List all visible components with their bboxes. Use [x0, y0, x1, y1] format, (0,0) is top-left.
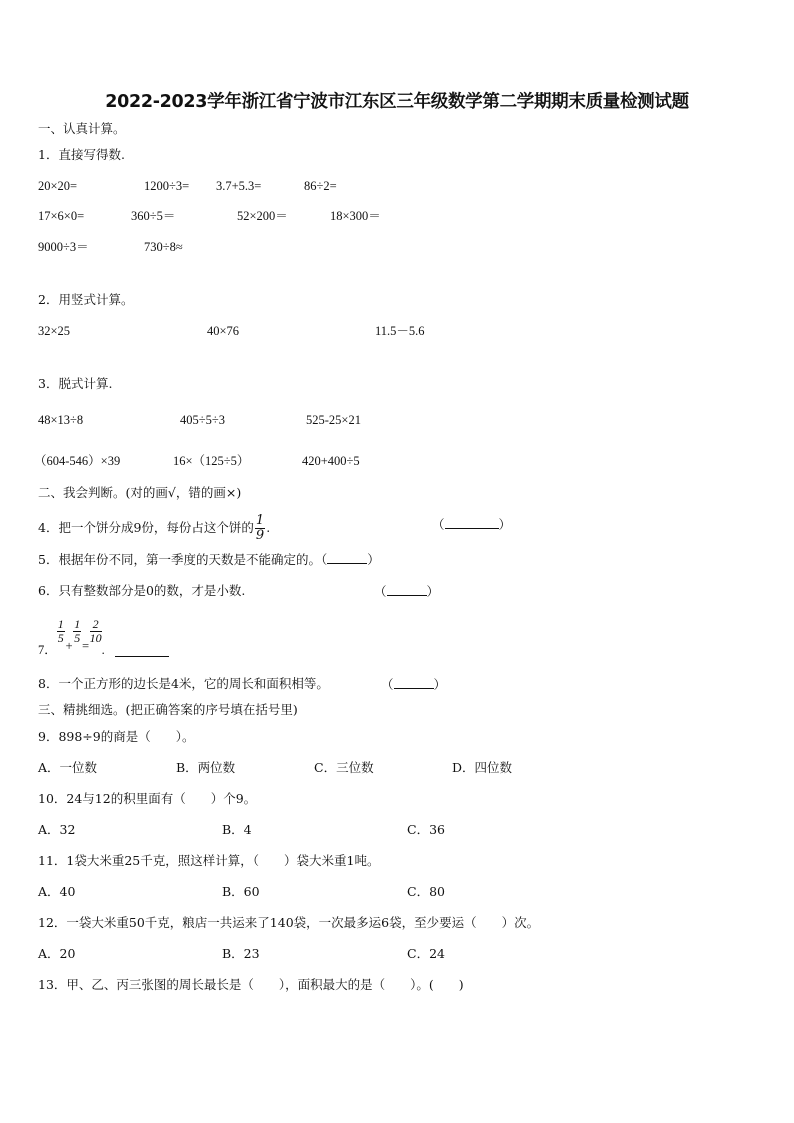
- fraction-denominator: 5: [74, 631, 81, 645]
- q2-item: 11.5－5.6: [375, 324, 425, 338]
- question-11: 11．1袋大米重25千克，照这样计算，（ ）袋大米重1吨。: [38, 853, 380, 868]
- q9-option-a[interactable]: A．一位数: [38, 760, 98, 775]
- question-9: 9．898÷9的商是（ ）。: [38, 729, 195, 744]
- paren-right: ）: [433, 677, 447, 692]
- answer-blank[interactable]: [327, 551, 367, 564]
- q7-label: 7．: [38, 643, 57, 657]
- q3-item: （604-546）×39: [34, 454, 121, 468]
- paren-right: ）: [367, 552, 380, 567]
- q4-text: 4．把一个饼分成9份，每份占这个饼的: [38, 520, 254, 535]
- q9-option-c[interactable]: C．三位数: [314, 760, 374, 775]
- q11-option-a[interactable]: A．40: [38, 884, 76, 899]
- q1-item: 17×6×0=: [38, 209, 85, 223]
- section-heading-2: 二、我会判断。(对的画√，错的画×): [38, 485, 242, 500]
- q1-item: 730÷8≈: [144, 240, 183, 254]
- q3-item: 405÷5÷3: [180, 413, 225, 427]
- question-4: [38, 514, 270, 543]
- fraction: [73, 618, 81, 645]
- q3-item: 420+400÷5: [302, 454, 360, 468]
- section-heading-3: 三、精挑细选。(把正确答案的序号填在括号里): [38, 702, 298, 717]
- question-13: 13．甲、乙、丙三张图的周长最长是（ ），面积最大的是（ ）。( ): [38, 977, 464, 992]
- answer-blank[interactable]: [394, 676, 434, 689]
- answer-blank[interactable]: [387, 583, 427, 596]
- paren-right: ）: [426, 584, 440, 599]
- q12-option-c[interactable]: C．24: [407, 946, 445, 961]
- q10-option-b[interactable]: B．4: [222, 822, 252, 837]
- q12-option-b[interactable]: B．23: [222, 946, 260, 961]
- question-6: 6．只有整数部分是0的数，才是小数.: [38, 583, 246, 598]
- fraction: [57, 618, 65, 645]
- q2-item: 40×76: [207, 324, 240, 338]
- paren-right: ）: [498, 517, 512, 532]
- q9-option-b[interactable]: B．两位数: [176, 760, 236, 775]
- q1-item: 3.7+5.3=: [216, 179, 262, 193]
- paren-left: （: [381, 677, 394, 692]
- answer-blank[interactable]: [115, 644, 169, 657]
- q12-option-a[interactable]: A．20: [38, 946, 76, 961]
- equals-sign: =: [81, 639, 90, 653]
- paren-left: （: [374, 584, 387, 599]
- fraction-denominator: 5: [57, 631, 64, 645]
- q8-answer: [381, 676, 446, 693]
- q11-option-c[interactable]: C．80: [407, 884, 445, 899]
- question-10: 10．24与12的积里面有（ ）个9。: [38, 791, 257, 806]
- q10-option-c[interactable]: C．36: [407, 822, 445, 837]
- fraction-numerator: 1: [57, 617, 64, 631]
- fraction-numerator: 2: [90, 618, 102, 632]
- q11-option-b[interactable]: B．60: [222, 884, 260, 899]
- paren-left: （: [432, 517, 445, 532]
- q1-item: 20×20=: [38, 179, 78, 193]
- q4-answer: [432, 516, 511, 533]
- q6-answer: [374, 583, 439, 600]
- q2-item: 32×25: [38, 324, 71, 338]
- q4-end: .: [266, 520, 271, 535]
- question-5: [38, 551, 380, 568]
- page-title: 2022-2023学年浙江省宁波市江东区三年级数学第二学期期末质量检测试题: [105, 92, 689, 112]
- section-heading-1: 一、认真计算。: [38, 121, 126, 136]
- q5-text: 5．根据年份不同，第一季度的天数是不能确定的。（: [38, 552, 328, 567]
- q3-item: 525-25×21: [306, 413, 361, 427]
- q3-item: 16×（125÷5）: [173, 454, 250, 468]
- fraction-numerator: 1: [255, 513, 265, 528]
- q1-item: 1200÷3=: [144, 179, 190, 193]
- q1-item: 360÷5＝: [131, 209, 176, 223]
- q1-item: 52×200＝: [237, 209, 288, 223]
- fraction-numerator: 1: [74, 617, 81, 631]
- fraction-denominator: 10: [89, 631, 102, 645]
- fraction: [90, 618, 102, 645]
- q1-item: 9000÷3＝: [38, 240, 89, 254]
- q9-option-d[interactable]: D．四位数: [452, 760, 513, 775]
- q10-option-a[interactable]: A．32: [38, 822, 76, 837]
- question-12: 12．一袋大米重50千克，粮店一共运来了140袋，一次最多运6袋，至少要运（ ）次。: [38, 915, 540, 930]
- question-8: 8．一个正方形的边长是4米，它的周长和面积相等。: [38, 676, 329, 691]
- question-2-label: 2．用竖式计算。: [38, 292, 134, 307]
- q3-item: 48×13÷8: [38, 413, 84, 427]
- question-3-label: 3．脱式计算.: [38, 376, 113, 391]
- answer-blank[interactable]: [445, 516, 499, 529]
- plus-sign: +: [64, 639, 74, 653]
- q7-end: .: [101, 643, 105, 657]
- q1-item: 86÷2=: [304, 179, 337, 193]
- fraction-one-ninth: [255, 514, 265, 543]
- q1-item: 18×300＝: [330, 209, 381, 223]
- question-1-label: 1．直接写得数.: [38, 147, 125, 162]
- question-7: [38, 618, 169, 658]
- fraction-denominator: 9: [255, 528, 265, 543]
